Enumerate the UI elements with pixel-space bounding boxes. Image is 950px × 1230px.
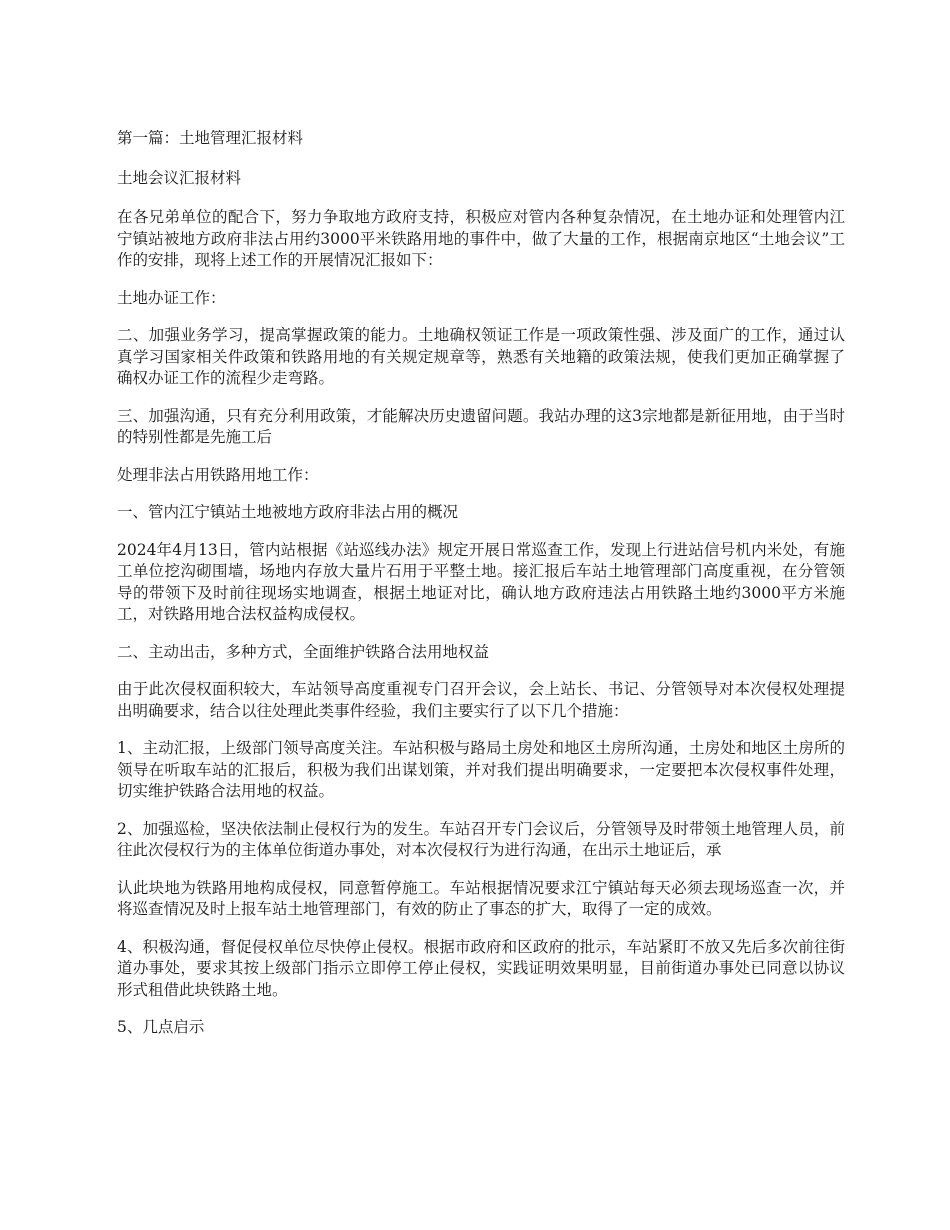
paragraph-business-study: 二、加强业务学习，提高掌握政策的能力。土地确权领证工作是一项政策性强、涉及面广的工作，通过认真学习国家相关件政策和铁路用地的有关规定规章等，熟悉有关地籍的政策法规，使我们更加正确掌握了确权办证工作的流程少走弯路。 (117, 326, 845, 387)
paragraph-communication: 三、加强沟通，只有充分利用政策，才能解决历史遗留问题。我站办理的这3宗地都是新征用地，由于当时的特别性都是先施工后 (117, 406, 845, 446)
document-heading: 第一篇：土地管理汇报材料 (117, 129, 304, 147)
subheading-active-measures: 二、主动出击，多种方式，全面维护铁路合法用地权益 (117, 642, 490, 661)
paragraph-measure-1: 1、主动汇报，上级部门领导高度关注。车站积极与路局土房处和地区土房所沟通，土房处和地区土房所的领导在听取车站的汇报后，积极为我们出谋划策，并对我们提出明确要求，一定要把本次侵权事件处理，切实维护铁路合法用地的权益。 (117, 739, 845, 800)
subheading-overview: 一、管内江宁镇站土地被地方政府非法占用的概况 (117, 503, 459, 521)
paragraph-measure-2-continued: 认此块地为铁路用地构成侵权，同意暂停施工。车站根据情况要求江宁镇站每天必须去现场巡查一次，并将巡查情况及时上报车站土地管理部门，有效的防止了事态的扩大，取得了一定的成效。 (117, 878, 845, 918)
section-heading-illegal-occupation: 处理非法占用铁路用地工作： (117, 465, 319, 484)
paragraph-measures-intro: 由于此次侵权面积较大，车站领导高度重视专门召开会议，会上站长、书记、分管领导对本次侵权处理提出明确要求，结合以往处理此类事件经验，我们主要实行了以下几个措施： (117, 680, 845, 720)
section-heading-land-certificate: 土地办证工作： (117, 288, 226, 307)
paragraph-overview: 2024年4月13日，管内站根据《站巡线办法》规定开展日常巡查工作，发现上行进站信号机内米处，有施工单位挖沟砌围墙，场地内存放大量片石用于平整土地。接汇报后车站土地管理部门高度重视，在分管领导的带领下及时前往现场实地调查，根据土地证对比，确认地方政府违法占用铁路土地约3000平方米施工，对铁路用地合法权益构成侵权。 (117, 540, 845, 623)
paragraph-measure-2: 2、加强巡检，坚决依法制止侵权行为的发生。车站召开专门会议后，分管领导及时带领土地管理人员，前往此次侵权行为的主体单位街道办事处，对本次侵权行为进行沟通，在出示土地证后，承 (117, 819, 845, 859)
document-page (117, 128, 845, 1055)
report-title: 土地会议汇报材料 (117, 168, 242, 187)
subheading-insights: 5、几点启示 (117, 1018, 205, 1036)
intro-paragraph: 在各兄弟单位的配合下，努力争取地方政府支持，积极应对管内各种复杂情况，在土地办证和处理管内江宁镇站被地方政府非法占用约3000平米铁路用地的事件中，做了大量的工作，根据南京地区“土地会议”工作的安排，现将上述工作的开展情况汇报如下： (117, 208, 845, 269)
paragraph-measure-4: 4、积极沟通，督促侵权单位尽快停止侵权。根据市政府和区政府的批示，车站紧盯不放又先后多次前往街道办事处，要求其按上级部门指示立即停工停止侵权，实践证明效果明显，目前街道办事处已同意以协议形式租借此块铁路土地。 (117, 937, 845, 999)
